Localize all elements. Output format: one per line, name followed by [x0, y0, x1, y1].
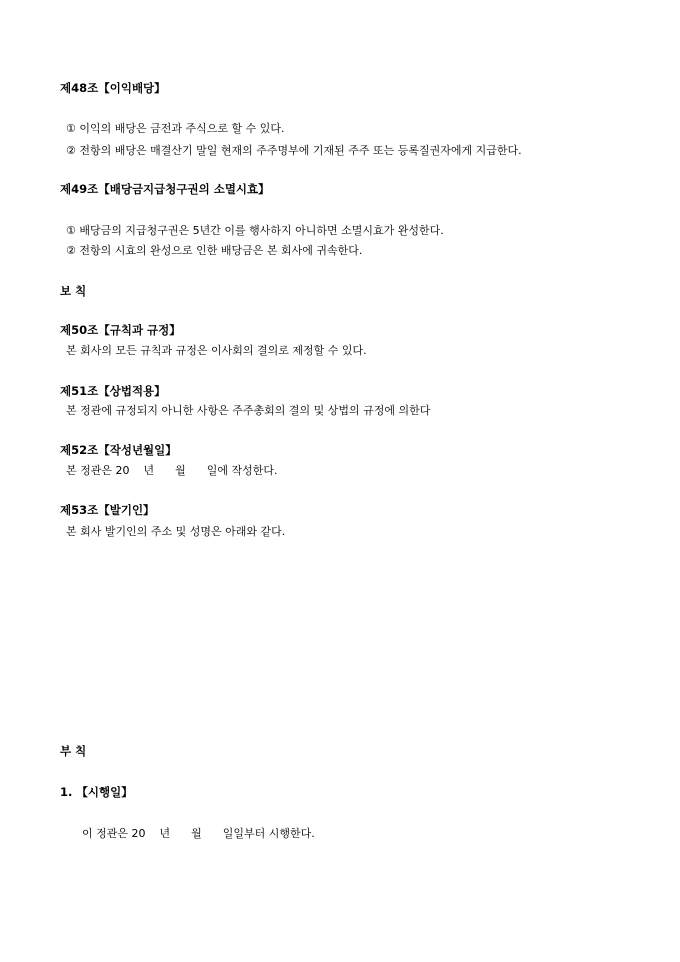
article-50-text: 본 회사의 모든 규칙과 규정은 이사회의 결의로 제정할 수 있다. [66, 344, 367, 357]
article-48-item-1: ① 이익의 배당은 금전과 주식으로 할 수 있다. [66, 122, 285, 135]
buchik-item-1-heading: 1. 【시행일】 [60, 785, 133, 799]
article-49-item-2: ② 전항의 시효의 완성으로 인한 배당금은 본 회사에 귀속한다. [66, 244, 363, 257]
buchik-item-1-text: 이 정관은 20 년 월 일일부터 시행한다. [82, 827, 315, 840]
article-50-heading: 제50조【규칙과 규정】 [60, 323, 181, 337]
article-53-heading: 제53조【발기인】 [60, 503, 155, 517]
article-48-item-2: ② 전항의 배당은 매결산기 말일 현재의 주주명부에 기재된 주주 또는 등록질권자에게 지급한다. [66, 144, 522, 157]
article-51-text: 본 정관에 규정되지 아니한 사항은 주주총회의 결의 및 상법의 규정에 의한다 [66, 404, 431, 417]
article-52-text: 본 정관은 20 년 월 일에 작성한다. [66, 464, 278, 477]
article-53-text: 본 회사 발기인의 주소 및 성명은 아래와 같다. [66, 525, 286, 538]
article-48-heading: 제48조【이익배당】 [60, 81, 166, 95]
buchik-heading: 부 칙 [60, 744, 87, 758]
article-49-item-1: ① 배당금의 지급청구권은 5년간 이를 행사하지 아니하면 소멸시효가 완성한다. [66, 224, 444, 237]
bochik-heading: 보 칙 [60, 284, 87, 298]
article-51-heading: 제51조【상법적용】 [60, 384, 166, 398]
article-52-heading: 제52조【작성년월일】 [60, 443, 177, 457]
article-49-heading: 제49조【배당금지급청구권의 소멸시효】 [60, 182, 270, 196]
